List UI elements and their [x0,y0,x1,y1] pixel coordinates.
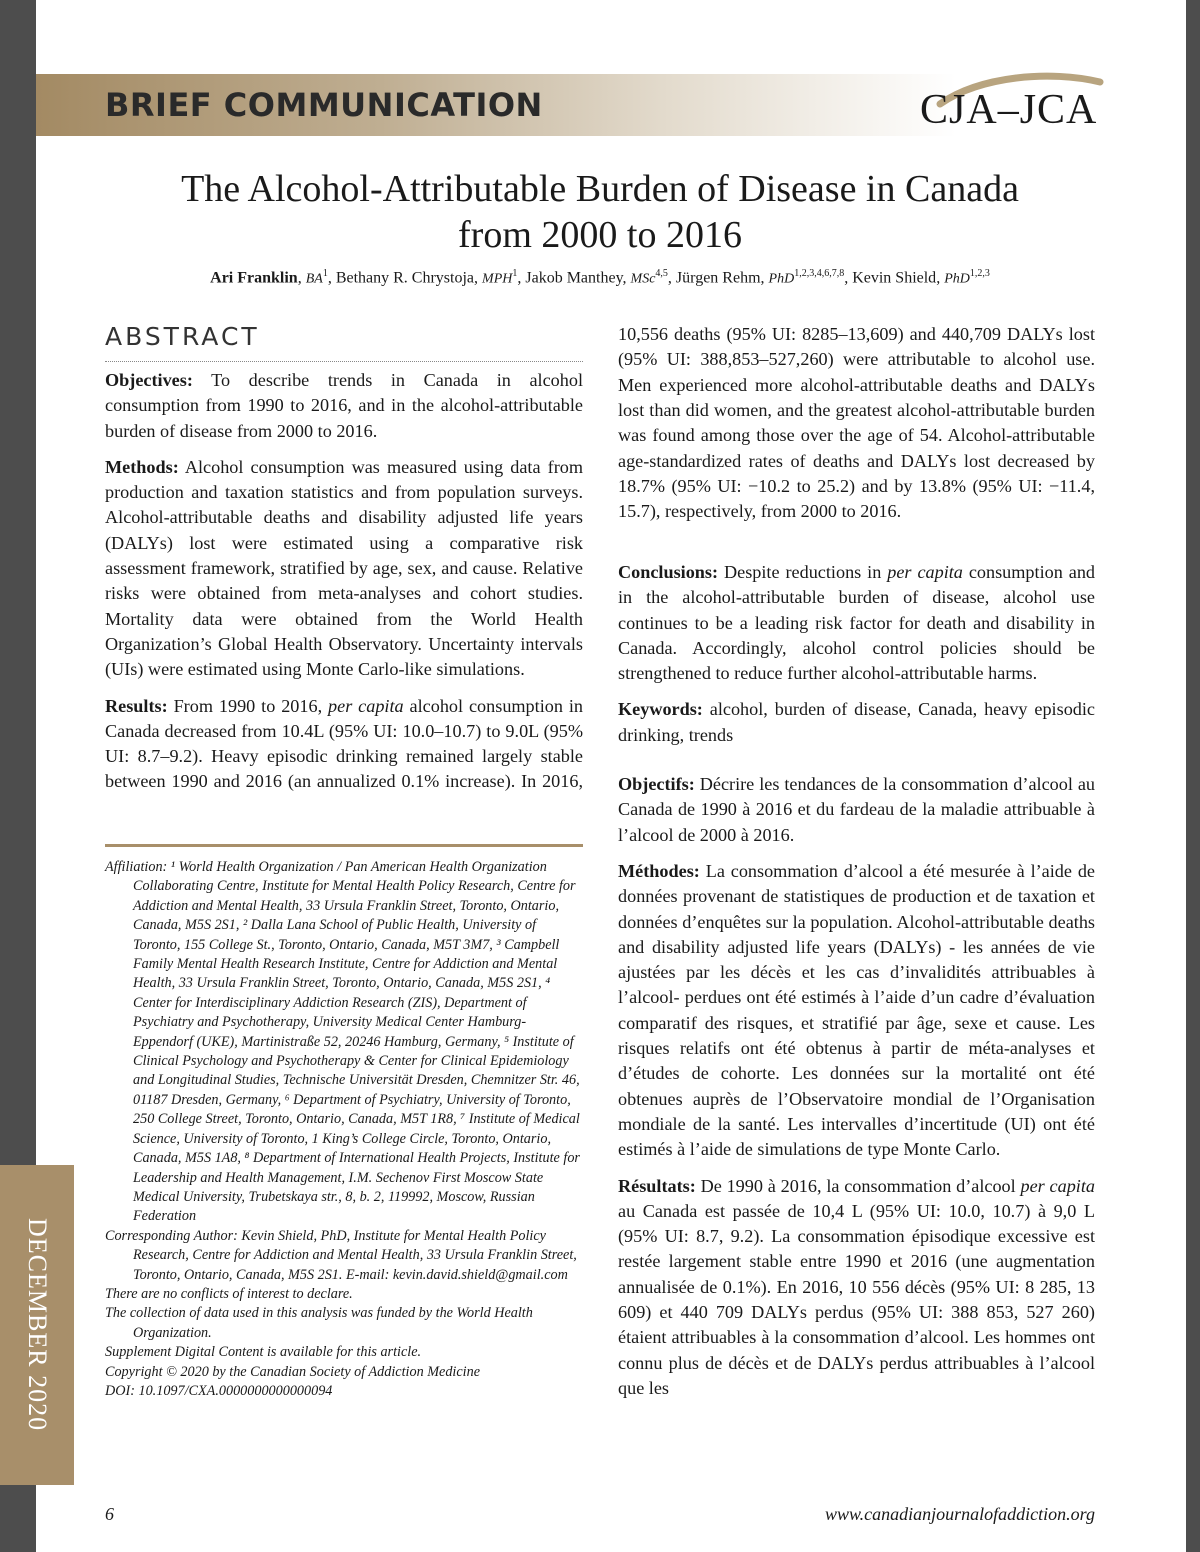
conclusions-paragraph: Conclusions: Despite reductions in per capita consumption and in the alcohol-attributable burden of disease, alcohol use continues to be a leading risk factor for death and disability in Canada. Accordingly, alcohol control policies should be strengthened to reduce further alcohol-attributable harms. [618,562,1096,684]
methods-paragraph: Methods: Alcohol consumption was measured using data from production and taxation statistics and from population surveys. Alcohol-attributable deaths and disability adjusted life years (DALYs) lost were estimated using a comparative risk assessment framework, stratified by age, sex, and cause. Relative risks were obtained from meta-analyses and cohort studies. Mortality data were obtained from the World Health Organization’s Global Health Observatory. Uncertainty intervals (UIs) were estimated using Monte Carlo-like simulations. [105,456,583,680]
resultats-paragraph: Résultats: De 1990 à 2016, la consommation d’alcool per capita au Canada est passée de 10,4 L (95% UI: 10.0, 10.7) à 9,0 L (95% UI: 8.7, 9.2). La consommation épisodique excessive est restée largement stable entre 1990 et 2016 (une augmentation annualisée de 0.1%). En 2016, 10 556 décès (95% UI: 8 285, 13 609) et 440 709 DALYs perdus (95% UI: 388 853, 527 260) étaient attribuables à la consommation d’alcool. Les hommes ont connu plus de décès et de DALYs perdus attribuables à l’alcool que les [618,1175,1096,1398]
results-paragraph: Results: From 1990 to 2016, per capita alcohol consumption in Canada decreased from 10.4L (95% UI: 10.0–10.7) to 9.0L (95% UI: 8.7–9.2). Heavy episodic drinking remained largely stable between 1990 and 2016 (an annualized 0.1% increase). In 2016, [105,695,583,792]
journal-logo: CJA–JCA [920,87,1098,133]
page-number: 6 [105,1504,114,1524]
footnote-divider [105,844,583,847]
section-label: BRIEF COMMUNICATION [105,86,543,124]
abstract-right-column [618,322,1095,1412]
abstract-left-column [105,368,583,805]
results-continued: 10,556 deaths (95% UI: 8285–13,609) and 440,709 DALYs lost (95% UI: 388,853–527,260) were attributable to alcohol use. Men experienced more alcohol-attributable deaths and DALYs lost than did women, and the greatest alcohol-attributable burden was found among those over the age of 54. Alcohol-attributable age-standardized rates of deaths and DALYs lost decreased by 18.7% (95% UI: −10.2 to 25.2) and by 13.8% (95% UI: −11.4, 15.7), respectively, from 2000 to 2016. [618,324,1095,522]
footnote-conflicts: There are no conflicts of interest to declare. [105,1285,353,1302]
article-footnotes [105,858,585,1401]
article-title: The Alcohol-Attributable Burden of Disease in Canada from 2000 to 2016 [181,168,1019,256]
objectives-paragraph: Objectives: To describe trends in Canada in alcohol consumption from 1990 to 2016, and in the alcohol-attributable burden of disease from 2000 to 2016. [105,370,583,441]
footnote-supplement: Supplement Digital Content is available for this article. [105,1344,422,1361]
keywords-paragraph: Keywords: alcohol, burden of disease, Canada, heavy episodic drinking, trends [618,699,1096,745]
abstract-heading: ABSTRACT [105,322,583,362]
right-edge-bar [1186,0,1200,1552]
footnote-funding: The collection of data used in this analysis was funded by the World Health Organization. [105,1305,533,1341]
issue-date: DECEMBER 2020 [23,1218,52,1432]
methodes-paragraph: Méthodes: La consommation d’alcool a été mesurée à l’aide de données provenant de statistiques de production et de taxation et données d’enquêtes sur la population. Alcohol-attributable deaths and disability adjusted life years (DALYs) - les années de vie ajustées par les décès et les cas d’invalidités attribuables à l’alcool- perdues ont été estimés à l’aide d’un cadre d’évaluation comparatif des risques, et stratifié par âge, sexe et cause. Les risques relatifs ont été obtenus à partir de méta-analyses et d’études de cohorte. Les données sur la mortalité ont été obtenues auprès de l’Observatoire mondial de l’Organisation mondiale de la santé. Les intervalles d’incertitude (UI) ont été estimés à l’aide de simulations de type Monte Carlo. [618,860,1095,1160]
footnote-doi: DOI: 10.1097/CXA.0000000000000094 [105,1382,333,1399]
footnote-affiliation: Affiliation: ¹ World Health Organization / Pan American Health Organization Collaborating Centre, Institute for Mental Health Policy Research, Centre for Addiction and Mental Health, 33 Ursula Franklin Street, Toronto, Ontario, Canada, M5S 2S1, ² Dalla Lana School of Public Health, University of Toronto, 155 College St., Toronto, Ontario, Canada, M5T 3M7, ³ Campbell Family Mental Health Research Institute, Centre for Addiction and Mental Health, 33 Ursula Franklin Street, Toronto, Ontario, Canada, M5S 2S1, ⁴ Center for Interdisciplinary Addiction Research (ZIS), Department of Psychiatry and Psychotherapy, University Medical Center Hamburg-Eppendorf (UKE), Martinistraße 52, 20246 Hamburg, Germany, ⁵ Institute of Clinical Psychology and Psychotherapy & Center for Clinical Epidemiology and Longitudinal Studies, Technische Universität Dresden, Chemnitzer Str. 46, 01187 Dresden, Germany, ⁶ Department of Psychiatry, University of Toronto, 250 College Street, Toronto, Ontario, Canada, M5T 1R8, ⁷ Institute of Medical Science, University of Toronto, 1 King’s College Circle, Toronto, Ontario, Canada, M5S 1A8, ⁸ Department of International Health Projects, Institute for Leadership and Health Management, I.M. Sechenov First Moscow State Medical University, Trubetskaya str., 8, b. 2, 119992, Moscow, Russian Federation [105,859,580,1225]
footnote-corresponding-author: Corresponding Author: Kevin Shield, PhD, Institute for Mental Health Policy Research, Centre for Addiction and Mental Health, 33 Ursula Franklin Street, Toronto, Ontario, Canada, M5S 2S1. E-mail: kevin.david.shield@gmail.com [105,1227,577,1283]
abstract-french [618,772,1095,1401]
footnote-copyright: Copyright © 2020 by the Canadian Society of Addiction Medicine [105,1363,480,1380]
objectifs-paragraph: Objectifs: Décrire les tendances de la consommation d’alcool au Canada de 1990 à 2016 et du fardeau de la maladie attribuable à l’alcool de 2000 à 2016. [618,774,1096,845]
journal-website-link[interactable]: www.canadianjournalofaddiction.org [824,1504,1095,1524]
author-list: Ari Franklin, $BA^1$, Bethany R. Chrystoja, MPH$^1$, Jakob Manthey, MSc$^{4,5}$, Jürgen Rehm, PhD$^{1,2,3,4,6,7,8}$, Kevin Shield, PhD$^{1,2,3}$ [210,268,990,287]
